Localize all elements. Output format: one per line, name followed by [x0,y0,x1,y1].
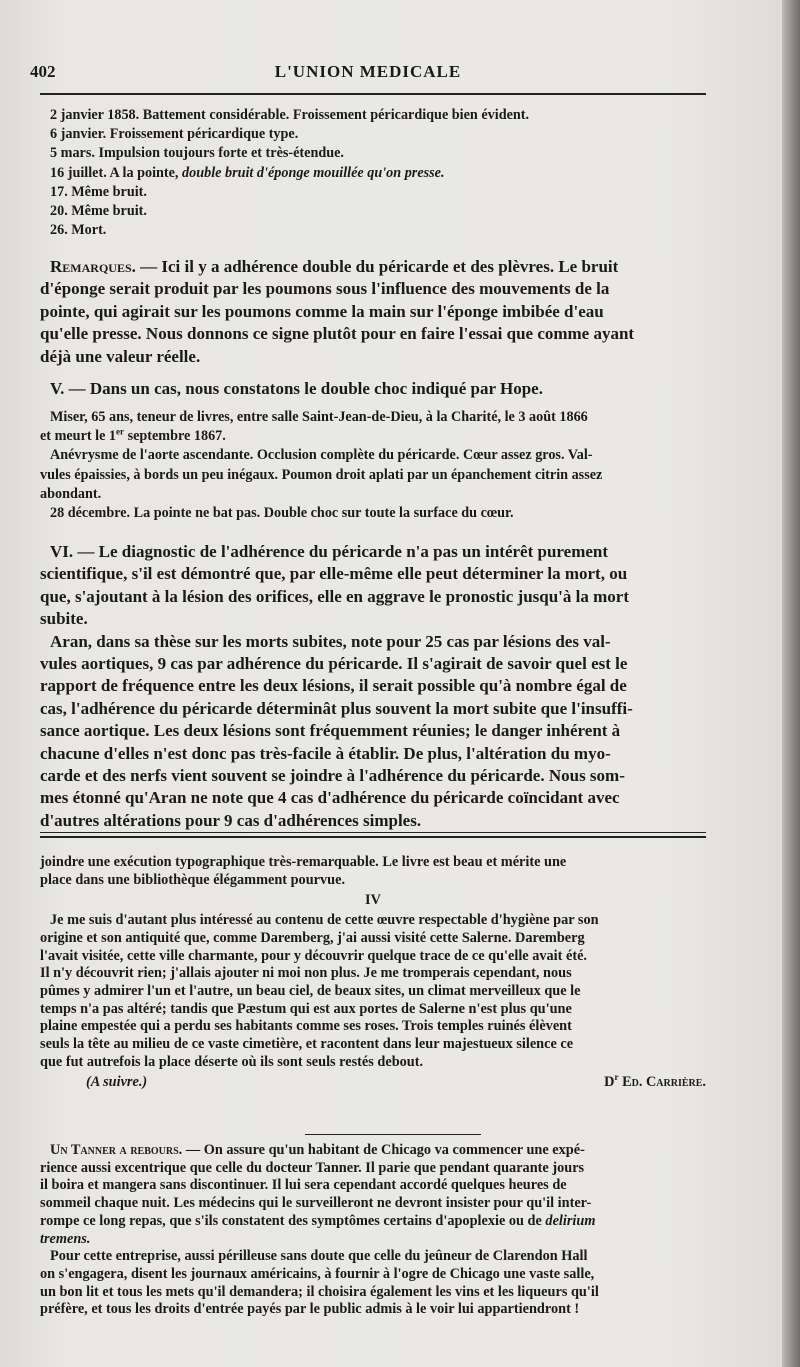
tanner-title: Un Tanner a rebours. [50,1142,183,1158]
case-notes [40,106,706,240]
section-v-case: Miser, 65 ans, teneur de livres, entre salle Saint-Jean-de-Dieu, à la Charité, le 3 août 1866 et meurt le 1er septembre 1867. Anévrysme de l'aorte ascendante. Occlusion complète du péricarde. Cœur assez gros. Val- vules épaissies, à bords un peu inégaux. Poumon droit aplati par un épanchement citrin assez abondant. 28 décembre. La pointe ne bat pas. Double choc sur toute la surface du cœur. [40,409,603,522]
journal-title: L'UNION MEDICALE [274,62,462,81]
tanner-article: Un Tanner a rebours. — On assure qu'un habitant de Chicago va commencer une expé- rience aussi excentrique que celle du docteur Tanner. Il parie que pendant quarante jours il boira et mangera sans discontinuer. Il lui sera cependant accordé quelques heures de sommeil chaque nuit. Les médecins qui le surveilleront ne devront insister pour qu'il inter- rompe ce long repas, que s'ils constatent des symptômes certains d'apoplexie ou de delirium tremens. Pour cette entreprise, aussi périlleuse sans doute que celle du jeûneur de Clarendon Hall on s'engagera, disent les journaux américains, à fournir à l'ogre de Chicago une vaste salle, un bon lit et tous les mets qu'il demandera; il choisira également les vins et les liqueurs qu'il préfère, et tous les droits d'entrée payés par le public admis à le voir lui appartiendront ! [40,1142,599,1318]
remarques-label: Remarques. [50,257,136,276]
remarques-paragraph: Remarques. — Ici il y a adhérence double du péricarde et des plèvres. Le bruit d'éponge serait produit par les poumons sous l'influence des mouvements de la pointe, qui agirait sur les poumons comme la main sur l'éponge imbibée d'eau qu'elle presse. Nous donnons ce signe plutôt pour en faire l'essai que comme ayant déjà une valeur réelle. [40,257,635,366]
short-rule [305,1134,481,1135]
page-number: 402 [30,62,56,81]
case-note: 6 janvier. Froissement péricardique type. [50,126,299,143]
page-header [30,60,706,86]
book-spine [782,0,800,1367]
case-note: 5 mars. Impulsion toujours forte et très-étendue. [50,145,344,162]
header-rule [40,93,706,95]
section-v-heading: V. — Dans un cas, nous constatons le double choc indiqué par Hope. [50,379,543,398]
feuilleton-separator [40,832,706,838]
case-note: 17. Même bruit. [50,183,147,200]
signature-line [40,1074,706,1096]
author-signature: $D^r$ Ed. Carrière. [604,1072,706,1091]
case-note: 2 janvier 1858. Battement considérable. Froissement péricardique bien évident. [50,107,530,123]
part-heading: IV [365,892,381,909]
case-note: 20. Même bruit. [50,203,147,220]
a-suivre: (A suivre.) [86,1074,148,1091]
feuilleton: joindre une exécution typographique très-remarquable. Le livre est beau et mérite une place dans une bibliothèque élégamment pourvue. IV Je me suis d'autant plus intéressé au contenu de cette œuvre respectable d'hygiène par son origine et son antiquité que, comme Daremberg, j'ai aussi visité cette Salerne. Daremberg l'avait visitée, cette ville charmante, pour y découvrir quelque trace de ce qu'elle avait été. Il n'y découvrit rien; j'allais ajouter ni moi non plus. Je me tromperais cependant, nous pûmes y admirer l'un et l'autre, un beau ciel, de beaux sites, un climat merveilleux que le temps n'a pas altéré; tandis que Pæstum qui est aux portes de Salerne n'est plus qu'une plaine empestée qui a perdu ses habitants comme ses roses. Trois temples ruinés élèvent seuls la tête au milieu de ce vaste cimetière, et racontent dans leur majestueux silence ce que fut autrefois la place déserte où ils sont seuls restés debout. (A suivre.) $D^r$ Ed. Carrière. [40,854,706,1096]
case-note: 16 juillet. A la pointe, double bruit d'éponge mouillée qu'on presse. [50,164,445,181]
section-vi: VI. — Le diagnostic de l'adhérence du péricarde n'a pas un intérêt purement scientifique, s'il est démontré que, par elle-même elle peut déterminer la mort, ou que, s'ajoutant à la lésion des orifices, elle en aggrave le pronostic jusqu'à la mort subite. Aran, dans sa thèse sur les morts subites, note pour 25 cas par lésions des val- vules aortiques, 9 cas par adhérence du péricarde. Il s'agirait de savoir quel est le rapport de fréquence entre les deux lésions, il serait possible qu'à nombre égal de cas, l'adhérence du péricarde déterminât plus souvent la mort subite que l'insuffi- sance aortique. Les deux lésions sont fréquemment réunies; le danger inhérent à chacune d'elles n'est donc pas très-facile à établir. De plus, l'altération du myo- carde et des nerfs vient souvent se joindre à l'adhérence du péricarde. Nous som- mes étonné qu'Aran ne note que 4 cas d'adhérence du péricarde coïncidant avec d'autres altérations pour 9 cas d'adhérences simples. [40,542,633,830]
case-note: 26. Mort. [50,222,107,239]
case-note-emphasis: double bruit d'éponge mouillée qu'on presse. [182,164,445,181]
